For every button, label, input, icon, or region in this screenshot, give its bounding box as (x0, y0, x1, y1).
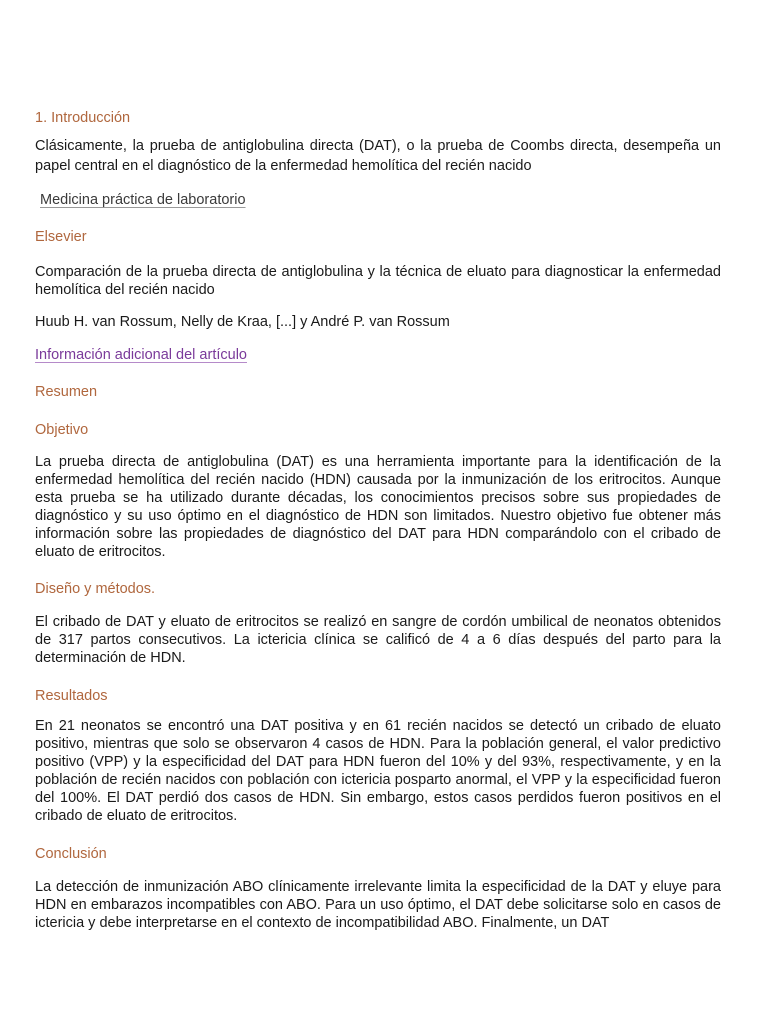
abstract-heading: Resumen (35, 384, 98, 400)
section-text-objetivo: La prueba directa de antiglobulina (DAT) es una herramienta importante para la identificación de la enfermedad hemolítica del recién nacido (HDN) causada por la inmunización de los eritrocitos. Aunque esta prueba se ha utilizado durante décadas, los conocimientos precisos sobre sus propiedades de diagnóstico y su uso óptimo en el diagnóstico de HDN son limitados. Nuestro objetivo fue obtener más información sobre las propiedades de diagnóstico del DAT para HDN comparándolo con el cribado de eluato de eritrocitos. (35, 454, 721, 560)
intro-paragraph: Clásicamente, la prueba de antiglobulina directa (DAT), o la prueba de Coombs directa, desempeña un papel central en el diagnóstico de la enfermedad hemolítica del recién nacido (35, 138, 721, 174)
journal-link-wrap (40, 191, 246, 209)
publisher-heading: Elsevier (35, 229, 87, 245)
section-heading-objetivo: Objetivo (35, 422, 89, 438)
article-title: Comparación de la prueba directa de antiglobulina y la técnica de eluato para diagnosticar la enfermedad hemolítica del recién nacido (35, 264, 721, 298)
section-heading-conclusion: Conclusión (35, 846, 107, 862)
info-link-wrap (35, 346, 247, 364)
section-heading-diseno: Diseño y métodos. (35, 581, 156, 597)
article-authors: Huub H. van Rossum, Nelly de Kraa, [...] y André P. van Rossum (35, 314, 450, 330)
section-text-conclusion: La detección de inmunización ABO clínicamente irrelevante limita la especificidad de la DAT y eluye para HDN en embarazos incompatibles con ABO. Para un uso óptimo, el DAT debe solicitarse solo en casos de ictericia y debe interpretarse en el contexto de incompatibilidad ABO. Finalmente, un DAT (35, 879, 721, 931)
section-text-resultados: En 21 neonatos se encontró una DAT positiva y en 61 recién nacidos se detectó un cribado de eluato positivo, mientras que solo se observaron 4 casos de HDN. Para la población general, el valor predictivo positivo (VPP) y la especificidad del DAT para HDN fueron del 10% y del 93%, respectivamente, y en la población de recién nacidos con población con ictericia posparto anormal, el VPP y la especificidad fueron del 100%. El DAT perdió dos casos de HDN. Sin embargo, estos casos perdidos fueron positivos en el cribado de eluato de eritrocitos. (35, 718, 721, 824)
journal-link[interactable]: Medicina práctica de laboratorio (40, 192, 246, 208)
section-heading-resultados: Resultados (35, 688, 108, 704)
section-text-diseno: El cribado de DAT y eluato de eritrocitos se realizó en sangre de cordón umbilical de neonatos obtenidos de 317 partos consecutivos. La ictericia clínica se calificó de 4 a 6 días después del parto para la determinación de HDN. (35, 614, 721, 666)
article-info-link[interactable]: Información adicional del artículo (35, 347, 247, 363)
intro-heading: 1. Introducción (35, 110, 131, 126)
